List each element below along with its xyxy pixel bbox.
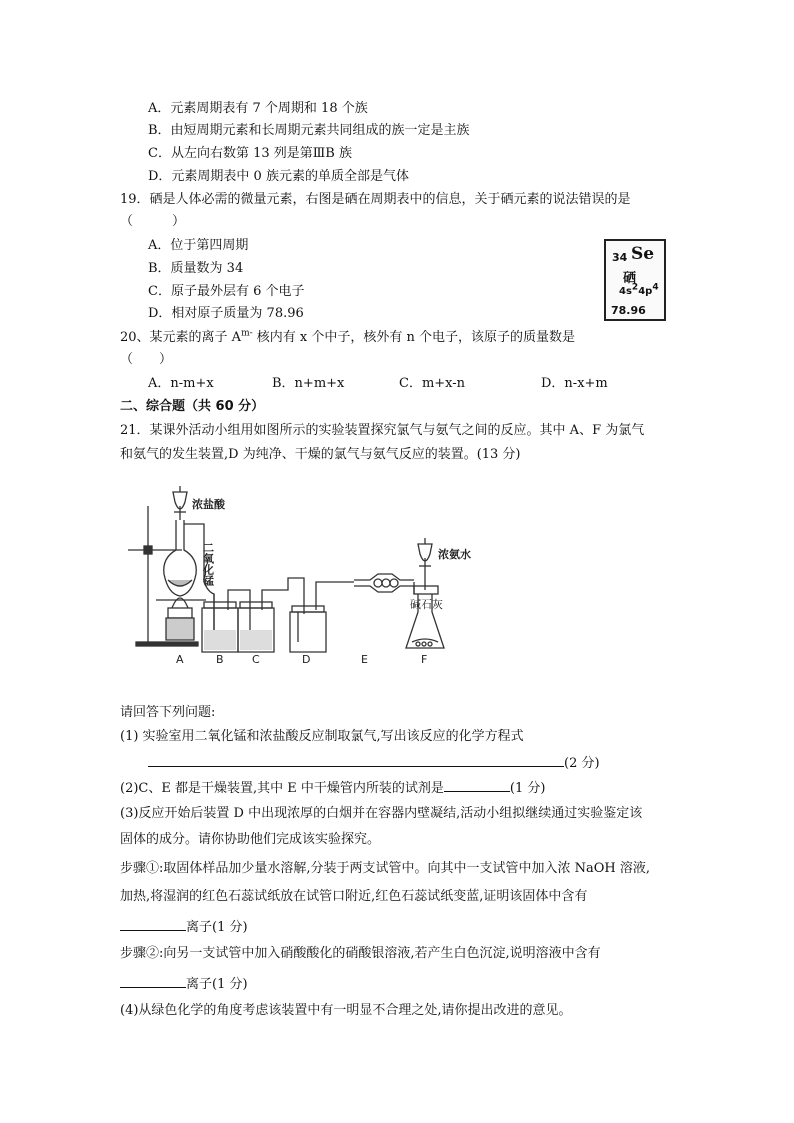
q21-part3-line1: (3)反应开始后装置 D 中出现浓厚的白烟并在容器内壁凝结,活动小组拟继续通过实验鉴定该 [120, 806, 643, 821]
q21-part1: (1) 实验室用二氧化锰和浓盐酸反应制取氯气,写出该反应的化学方程式 [120, 729, 524, 744]
apparatus-diagram [118, 482, 478, 667]
q21-step1-line1: 步骤①:取固体样品加少量水溶解,分装于两支试管中。向其中一支试管中加入浓 NaOH 溶液, [120, 861, 651, 876]
q21-part4: (4)从绿色化学的角度考虑该装置中有一明显不合理之处,请你提出改进的意见。 [120, 1003, 572, 1018]
label-b: B [216, 653, 224, 666]
q21-stem-line1: 21．某课外活动小组用如图所示的实验装置探究氯气与氨气之间的反应。其中 A、F 为氯气 [120, 423, 645, 438]
label-conc-ammonia: 浓氨水 [438, 548, 471, 561]
q21-step1-answer: 离子(1 分) [120, 917, 248, 936]
q20-stem: 20、某元素的离子 $A^{m-}$ 核内有 x 个中子，核外有 n 个电子，该原子的质量数是 [120, 328, 576, 345]
label-a: A [176, 653, 184, 666]
q21-part1-answer: (2 分) [148, 753, 600, 772]
label-mno2: 二氧化锰 [201, 542, 215, 586]
q19-option-a: A．位于第四周期 [148, 238, 249, 253]
q20-option-d: D．n-x+m [541, 376, 608, 391]
answer-blank[interactable] [120, 974, 186, 988]
answer-blank[interactable] [120, 917, 186, 931]
q18-option-a: A．元素周期表有 7 个周期和 18 个族 [148, 101, 368, 116]
q20-option-b: B．n+m+x [272, 376, 345, 391]
q20-option-c: C．m+x-n [399, 376, 466, 391]
section-title: 二、综合题（共 60 分） [120, 399, 265, 414]
tile-atomic-mass: 78.96 [611, 304, 646, 317]
label-conc-hcl: 浓盐酸 [192, 498, 225, 511]
q21-step2-line1: 步骤②:向另一支试管中加入硝酸酸化的硝酸银溶液,若产生白色沉淀,说明溶液中含有 [120, 946, 601, 961]
tile-atomic-number: 34 [612, 251, 628, 264]
q21-stem-line2: 和氨气的发生装置,D 为纯净、干燥的氯气与氨气反应的装置。(13 分) [120, 447, 521, 462]
label-c: C [252, 653, 260, 666]
q18-option-b: B．由短周期元素和长周期元素共同组成的族一定是主族 [148, 123, 470, 138]
q21-prompt: 请回答下列问题: [120, 705, 216, 720]
label-soda-lime: 碱石灰 [410, 598, 443, 611]
q20-paren: （ ） [120, 352, 173, 367]
q19-option-c: C．原子最外层有 6 个电子 [148, 284, 305, 299]
selenium-element-tile [604, 239, 666, 321]
q19-stem: 19．硒是人体必需的微量元素，右图是硒在周期表中的信息，关于硒元素的说法错误的是 [120, 192, 631, 207]
answer-blank[interactable] [444, 778, 510, 792]
q21-part3-line2: 固体的成分。请你协助他们完成该实验探究。 [120, 832, 381, 847]
q19-option-d: D．相对原子质量为 78.96 [148, 306, 304, 321]
answer-blank[interactable] [148, 753, 564, 767]
q18-option-d: D．元素周期表中 0 族元素的单质全部是气体 [148, 169, 409, 184]
label-e: E [361, 653, 368, 666]
q21-step1-line2: 加热,将湿润的红色石蕊试纸放在试管口附近,红色石蕊试纸变蓝,证明该固体中含有 [120, 889, 588, 904]
tile-symbol: Se [631, 244, 655, 264]
label-d: D [302, 653, 311, 666]
q19-paren: （ ） [120, 214, 186, 229]
q21-step2-answer: 离子(1 分) [120, 974, 248, 993]
q20-option-a: A．n-m+x [148, 376, 214, 391]
tile-name: 硒 [623, 271, 637, 286]
tile-electron-config: $4s^24p^4$ [619, 282, 659, 297]
label-f: F [421, 653, 428, 666]
q21-part2: (2)C、E 都是干燥装置,其中 E 中干燥管内所装的试剂是 (1 分) [120, 778, 545, 797]
q19-option-b: B．质量数为 34 [148, 261, 244, 276]
q18-option-c: C．从左向右数第 13 列是第ⅢB 族 [148, 146, 352, 161]
